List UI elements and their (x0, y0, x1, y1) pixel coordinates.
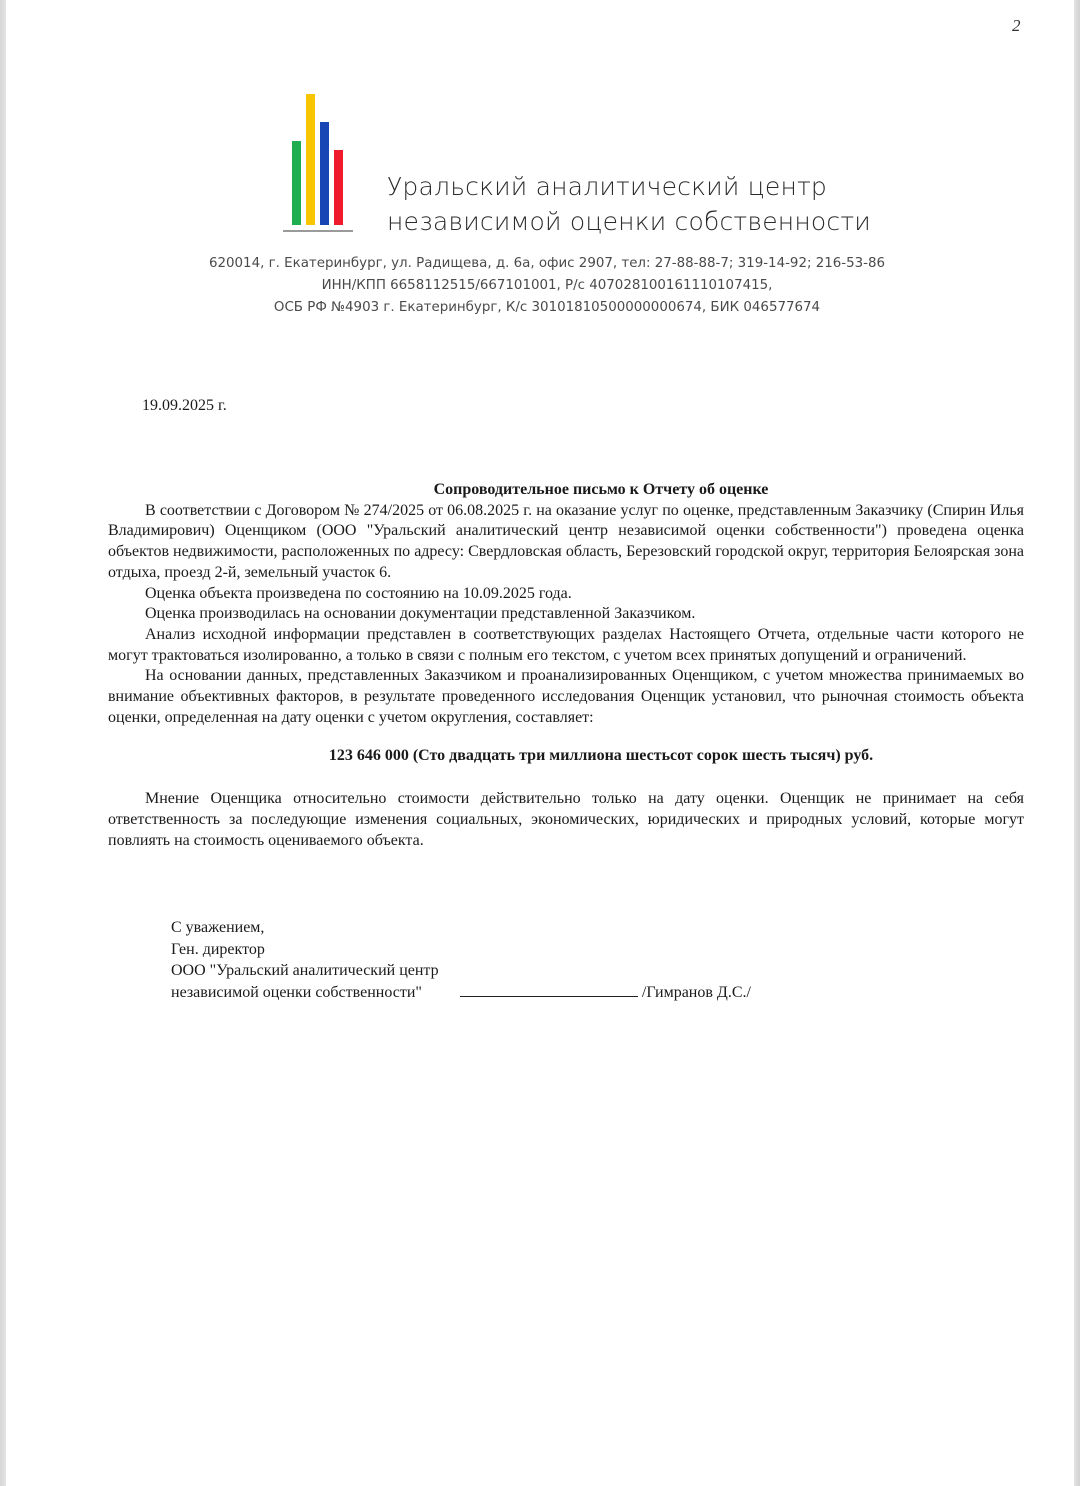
logo-bar-yellow (306, 94, 315, 225)
company-requisites (0, 253, 1080, 319)
company-name (387, 169, 871, 239)
market-value-amount: 123 646 000 (Сто двадцать три миллиона шестьсот сорок шесть тысяч) руб. (328, 747, 874, 765)
letter-date: 19.09.2025 г. (142, 397, 227, 414)
page-number: 2 (1012, 16, 1021, 35)
company-name-line2: независимой оценки собственности (387, 207, 871, 236)
paragraph-documentation: Оценка производилась на основании документации представленной Заказчиком. (145, 605, 696, 623)
paragraph-contract: В соответствии с Договором № 274/2025 от 06.08.2025 г. на оказание услуг по оценке, представленным Заказчику (Спирин Илья Владимирович) Оценщиком (ООО "Уральский аналитический центр независимой оценки собственности") проведена оценка объектов недвижимости, расположенных по адресу: Свердловская область, Березовский городской округ, территория Белоярская зона отдыха, проезд 2-й, земельный участок 6. (108, 501, 1024, 581)
bank-line: ОСБ РФ №4903 г. Екатеринбург, К/с 30101810500000000674, БИК 046577674 (273, 300, 821, 315)
signature-line (460, 982, 638, 997)
letter-title: Сопроводительное письмо к Отчету об оценке (433, 481, 769, 498)
regards: С уважением, (171, 919, 265, 936)
logo-baseline (283, 230, 353, 232)
org-line2: независимой оценки собственности" (171, 983, 422, 1001)
paragraph-conclusion: На основании данных, представленных Заказчиком и проанализированных Оценщиком, с учетом множества принимаемых во внимание объективных факторов, в результате проведенного исследования Оценщик установил, что рыночная стоимость объекта оценки, определенная на дату оценки с учетом округления, составляет: (108, 667, 1024, 726)
signer-position: Ген. директор (171, 940, 265, 958)
signature-block (171, 917, 751, 1003)
letter-body (108, 480, 1024, 851)
org-line1: ООО "Уральский аналитический центр (171, 962, 439, 979)
logo-bar-blue (320, 122, 329, 225)
inn-line: ИНН/КПП 6658112515/667101001, Р/с 40702810016111010741​5, (321, 278, 773, 293)
logo-bar-red (334, 150, 343, 225)
paragraph-valuation-date: Оценка объекта произведена по состоянию на 10.09.2025 года. (145, 584, 572, 602)
company-name-line1: Уральский аналитический центр (387, 172, 827, 201)
company-logo (283, 93, 353, 235)
page-edge-right (1074, 0, 1080, 1486)
address-line: 620014, г. Екатеринбург, ул. Радищева, д. 6а, офис 2907, тел: 27-88-88-7; 319-14-92; 216-53-86 (208, 256, 886, 271)
logo-bar-green (292, 141, 301, 225)
signer-name: /Гимранов Д.С./ (641, 983, 751, 1001)
paragraph-disclaimer: Мнение Оценщика относительно стоимости действительно только на дату оценки. Оценщик не принимает на себя ответственность за последующие изменения социальных, экономических, юридических и природных условий, которые могут повлиять на стоимость оцениваемого объекта. (108, 790, 1024, 849)
page-edge-left (0, 0, 6, 1486)
paragraph-analysis: Анализ исходной информации представлен в соответствующих разделах Настоящего Отчета, отдельные части которого не могут трактоваться изолированно, а только в связи с полным его текстом, с учетом всех принятых допущений и ограничений. (108, 625, 1024, 664)
